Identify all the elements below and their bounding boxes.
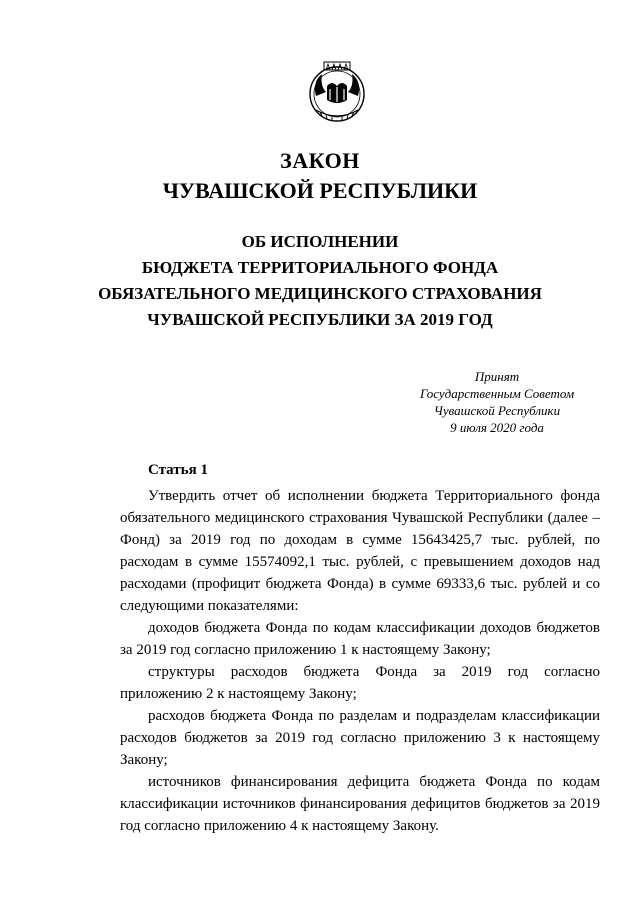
adoption-line: Принят <box>474 369 520 384</box>
adoption-note <box>420 368 574 436</box>
coat-of-arms-emblem <box>302 56 372 126</box>
adoption-line: Государственным Советом <box>420 386 575 401</box>
article-paragraph: источников финансирования дефицита бюджета Фонда по кодам классификации источников финансирования дефицитов бюджетов за 2019 год согласно приложению 4 к настоящему Закону. <box>120 774 600 834</box>
subtitle-line: ОБ ИСПОЛНЕНИИ <box>241 232 399 251</box>
article-paragraph: Утвердить отчет об исполнении бюджета Территориального фонда обязательного медицинского страхования Чувашской Республики (далее – Фонд) за 2019 год по доходам в сумме 15643425,7 тыс. рублей, по расходам в сумме 15574092,1 тыс. рублей, с превышением доходов над расходами (профицит бюджета Фонда) в сумме 69333,6 тыс. рублей и со следующими показателями: <box>120 488 600 614</box>
subtitle-line: БЮДЖЕТА ТЕРРИТОРИАЛЬНОГО ФОНДА <box>141 258 499 277</box>
subtitle-line: ЧУВАШСКОЙ РЕСПУБЛИКИ ЗА 2019 ГОД <box>147 310 493 329</box>
article-paragraph: расходов бюджета Фонда по разделам и подразделам классификации расходов бюджетов за 2019 год согласно приложению 3 к настоящему Закону; <box>120 708 600 768</box>
law-title: ЗАКОН <box>280 148 360 173</box>
article-title: Статья 1 <box>148 462 208 478</box>
article-paragraph: структуры расходов бюджета Фонда за 2019 год согласно приложению 2 к настоящему Закону; <box>120 664 600 702</box>
republic-title: ЧУВАШСКОЙ РЕСПУБЛИКИ <box>162 178 478 203</box>
article-body <box>120 485 600 837</box>
adoption-line: Чувашской Республики <box>433 403 561 418</box>
article-paragraph: доходов бюджета Фонда по кодам классификации доходов бюджетов за 2019 год согласно приложению 1 к настоящему Закону; <box>120 620 600 658</box>
adoption-date: 9 июля 2020 года <box>450 420 544 435</box>
subtitle-line: ОБЯЗАТЕЛЬНОГО МЕДИЦИНСКОГО СТРАХОВАНИЯ <box>98 284 542 303</box>
